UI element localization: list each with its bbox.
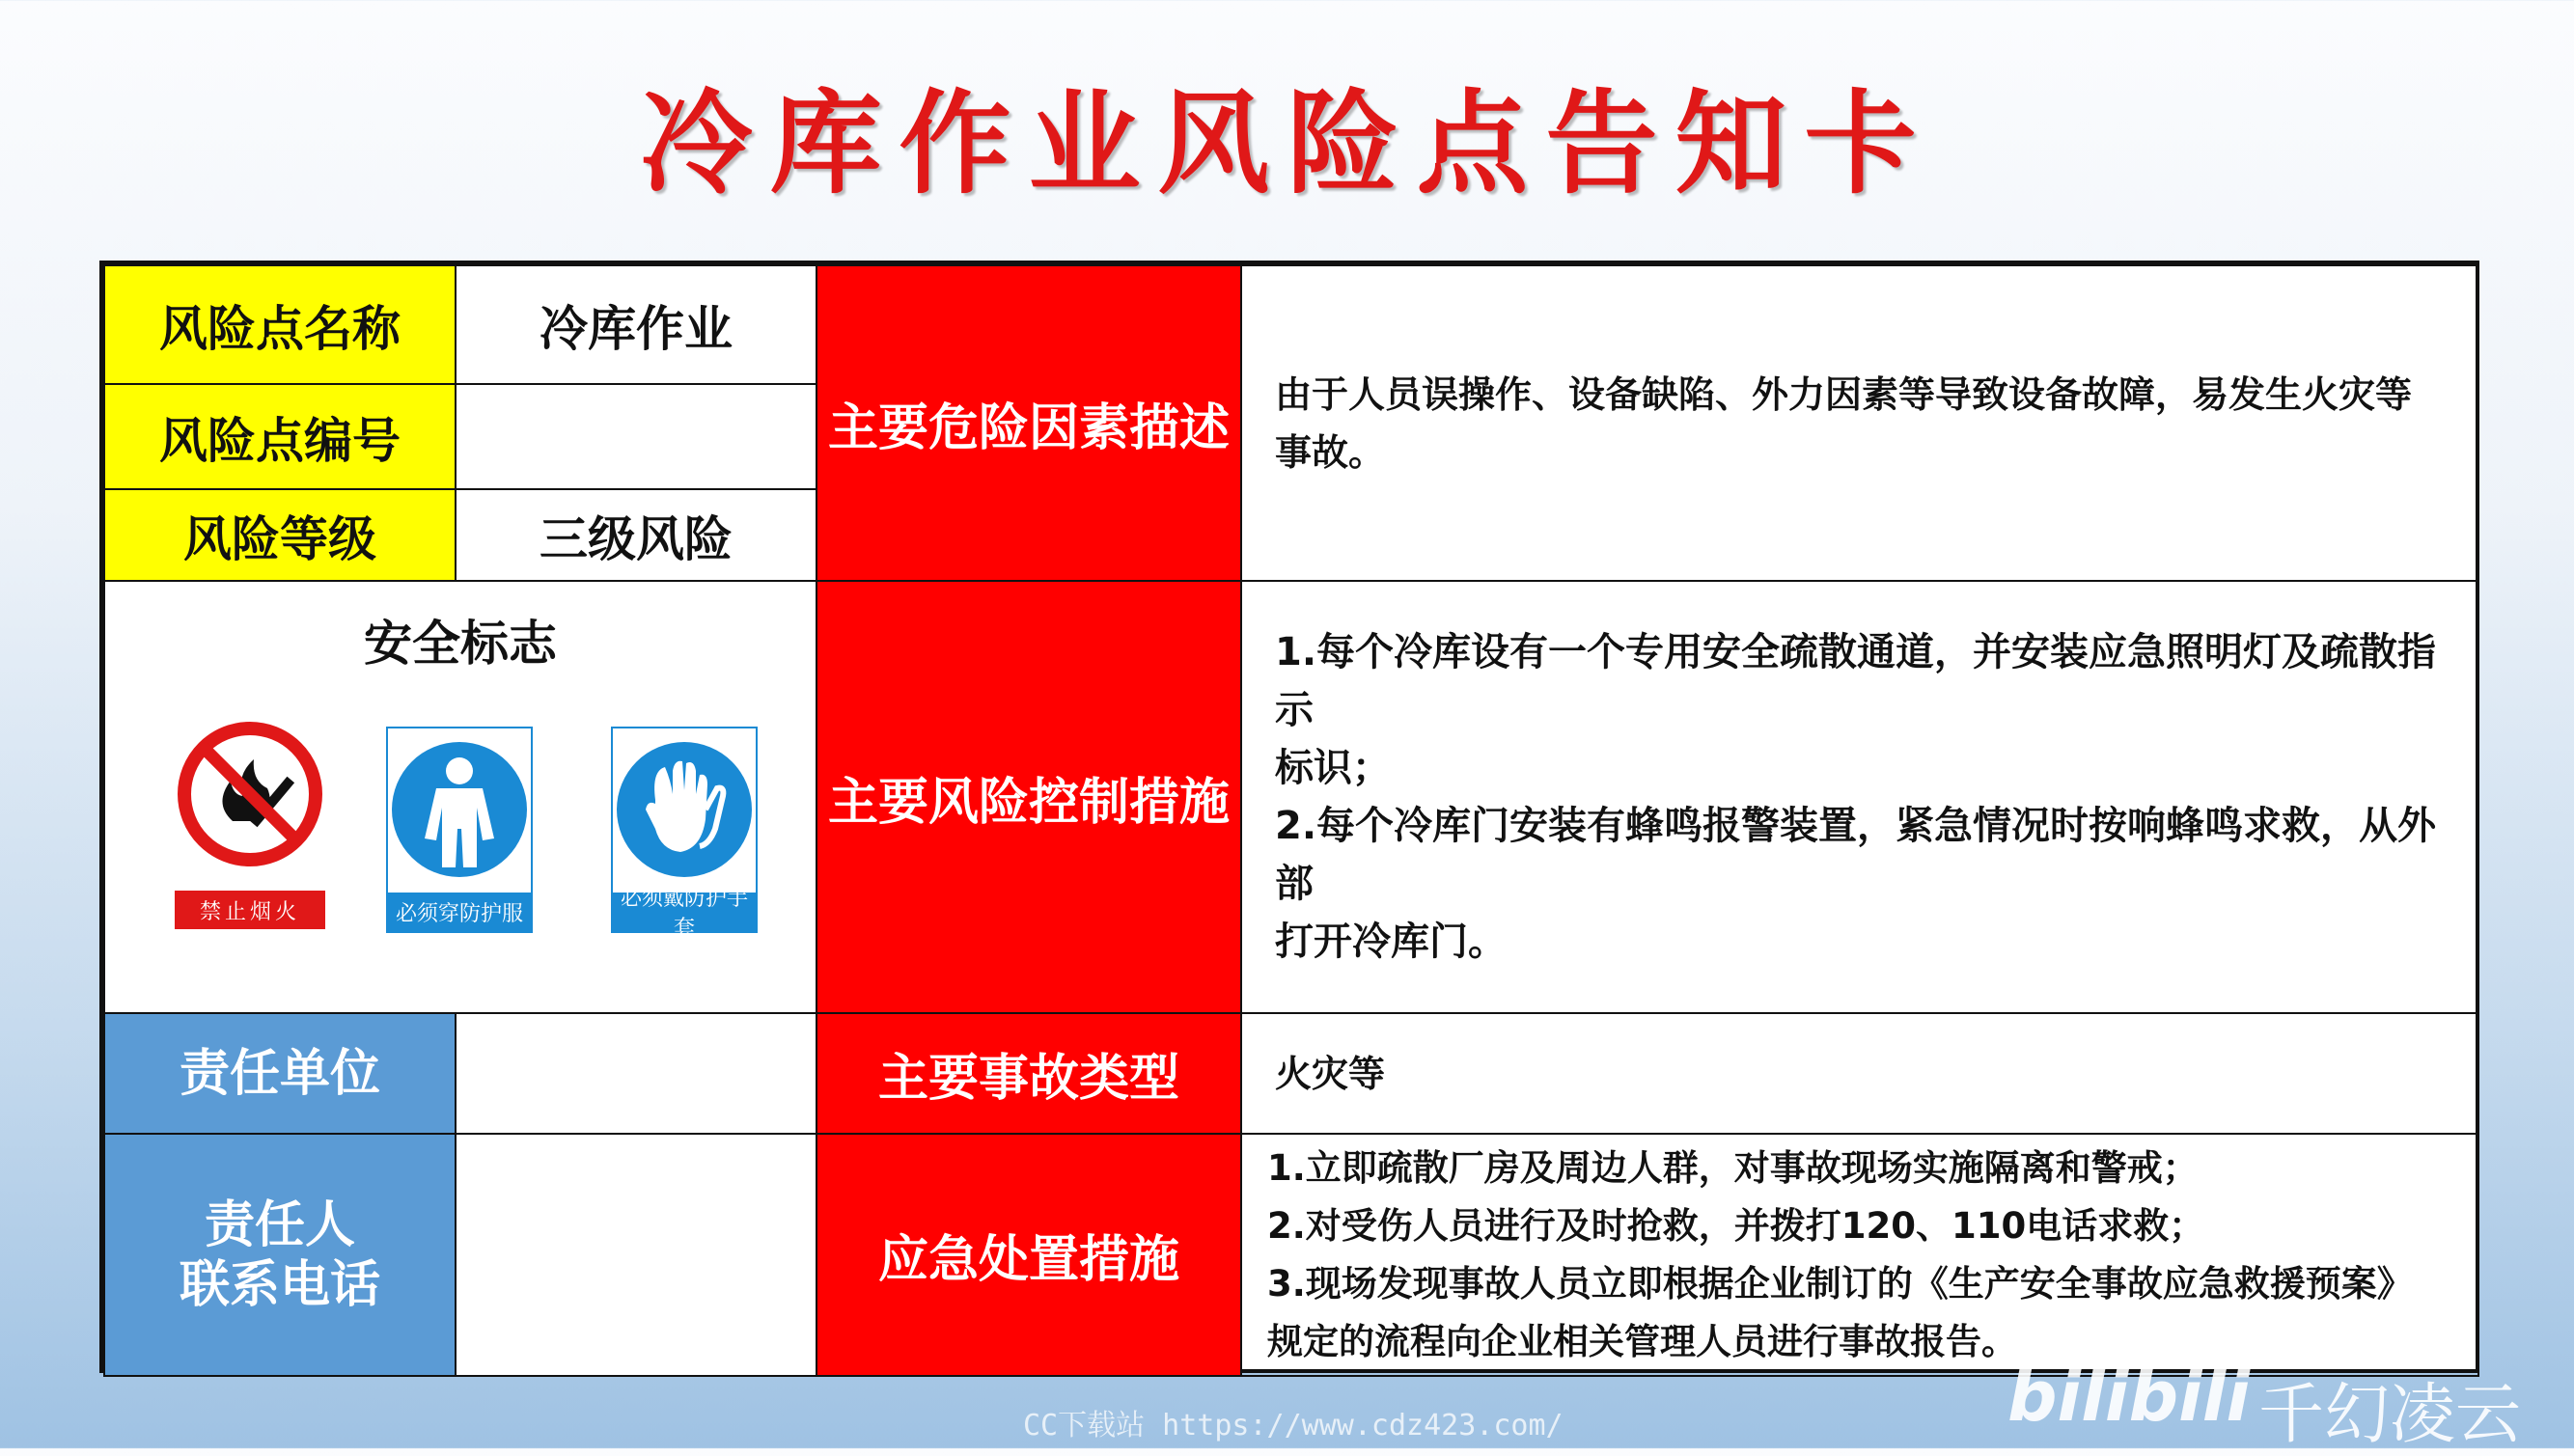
protective-clothing-sign-label: 必须穿防护服 bbox=[388, 893, 531, 931]
no-fire-sign-label: 禁止烟火 bbox=[175, 891, 325, 929]
emergency-line: 3.现场发现事故人员立即根据企业制订的《生产安全事故应急救援预案》 bbox=[1267, 1262, 2413, 1305]
emergency-line: 规定的流程向企业相关管理人员进行事故报告。 bbox=[1267, 1320, 2017, 1362]
safety-signs-panel bbox=[103, 580, 817, 1014]
responsible-person-line2: 联系电话 bbox=[179, 1255, 380, 1314]
control-line: 1.每个冷库设有一个专用安全疏散通道，并安装应急照明灯及疏散指示 bbox=[1275, 630, 2437, 732]
no-fire-sign-icon bbox=[175, 717, 325, 871]
accident-type-value bbox=[1240, 1012, 2479, 1135]
risk-name-value: 冷库作业 bbox=[455, 264, 817, 385]
risk-number-label: 风险点编号 bbox=[103, 383, 457, 490]
hazard-description bbox=[1240, 264, 2479, 582]
responsible-person-label bbox=[103, 1133, 457, 1377]
risk-name-label: 风险点名称 bbox=[103, 264, 457, 385]
brand-name: 千幻凌云 bbox=[2258, 1377, 2522, 1453]
responsible-person-line1: 责任人 bbox=[204, 1195, 355, 1254]
no-fire-sign bbox=[175, 717, 325, 929]
responsible-unit-label: 责任单位 bbox=[103, 1012, 457, 1135]
hazard-label: 主要危险因素描述 bbox=[816, 264, 1242, 582]
control-line: 标识； bbox=[1275, 746, 1391, 790]
control-line: 打开冷库门。 bbox=[1275, 920, 1507, 964]
risk-card bbox=[99, 261, 2479, 1373]
protective-gloves-sign-label: 必须戴防护手套 bbox=[613, 893, 756, 931]
risk-number-value bbox=[455, 383, 817, 490]
protective-clothing-sign bbox=[386, 727, 533, 933]
protective-clothing-sign-icon bbox=[388, 732, 531, 887]
responsible-person-value bbox=[455, 1133, 817, 1377]
accident-value: 火灾等 bbox=[1275, 1052, 1386, 1095]
accident-type-label: 主要事故类型 bbox=[816, 1012, 1242, 1135]
control-line: 2.每个冷库门安装有蜂鸣报警装置，紧急情况时按响蜂鸣求救，从外部 bbox=[1275, 804, 2437, 906]
page-title: 冷库作业风险点告知卡 bbox=[640, 79, 1934, 209]
emergency-line: 2.对受伤人员进行及时抢救，并拨打120、110电话求救； bbox=[1267, 1204, 2205, 1247]
protective-gloves-sign-icon bbox=[613, 732, 756, 887]
watermark: CC下载站 https://www.cdz423.com/ bbox=[1023, 1409, 1564, 1442]
bilibili-logo: bilibili bbox=[2007, 1356, 2251, 1437]
hazard-line: 由于人员误操作、设备缺陷、外力因素等导致设备故障，易发生火灾等 bbox=[1275, 372, 2413, 416]
responsible-unit-value bbox=[455, 1012, 817, 1135]
safety-signs-title: 安全标志 bbox=[364, 616, 557, 672]
emergency-label: 应急处置措施 bbox=[816, 1133, 1242, 1377]
emergency-measures bbox=[1240, 1133, 2479, 1377]
risk-level-label: 风险等级 bbox=[103, 488, 457, 582]
control-measures bbox=[1240, 580, 2479, 1014]
protective-gloves-sign bbox=[611, 727, 758, 941]
risk-level-value: 三级风险 bbox=[455, 488, 817, 582]
hazard-line: 事故。 bbox=[1275, 430, 1386, 474]
control-label: 主要风险控制措施 bbox=[816, 580, 1242, 1014]
emergency-line: 1.立即疏散厂房及周边人群，对事故现场实施隔离和警戒； bbox=[1267, 1146, 2199, 1189]
